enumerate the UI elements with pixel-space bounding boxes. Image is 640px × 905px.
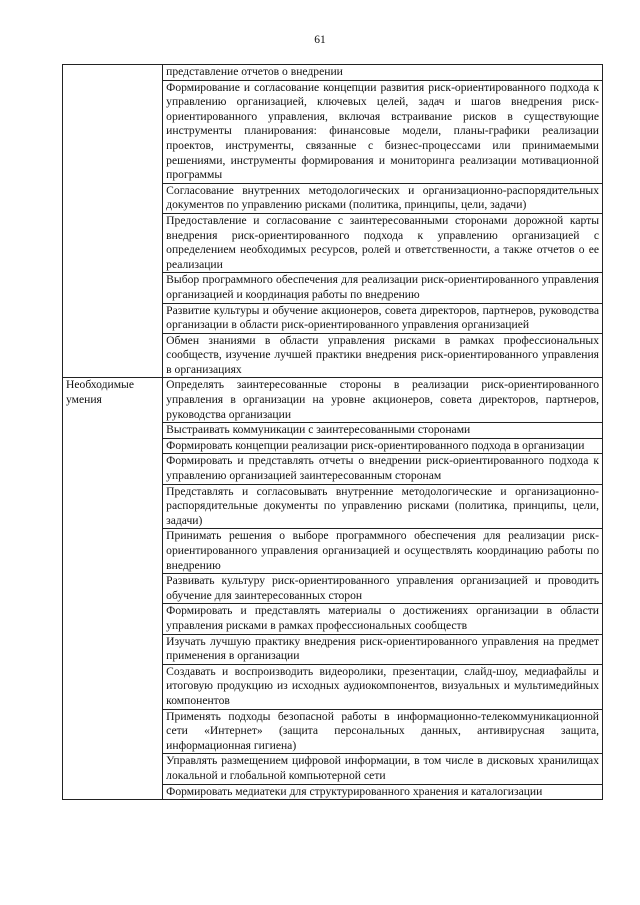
item-text-cell: Определять заинтересованные стороны в реализации риск-ориентированного управления в организации на уровне акционеров, совета директоров, партнеров, руководства организации: [163, 378, 603, 423]
item-text-cell: Выстраивать коммуникации с заинтересованными сторонами: [163, 423, 603, 439]
item-text-cell: Изучать лучшую практику внедрения риск-ориентированного управления на предмет применения в организации: [163, 634, 603, 664]
item-text-cell: Принимать решения о выборе программного обеспечения для реализации риск-ориентированного управления организацией и осуществлять координацию работы по внедрению: [163, 529, 603, 574]
item-text-cell: Формировать медиатеки для структурированного хранения и каталогизации: [163, 784, 603, 800]
page-number: 61: [314, 34, 326, 46]
item-text-cell: Применять подходы безопасной работы в информационно-телекоммуникационной сети «Интернет» (защита персональных данных, антивирусная защита, информационная гигиена): [163, 709, 603, 754]
item-text-cell: Развитие культуры и обучение акционеров, совета директоров, партнеров, руководства организации в области риск-ориентированного управления организацией: [163, 303, 603, 333]
item-text-cell: Формирование и согласование концепции развития риск-ориентированного подхода к управлению организацией, ключевых целей, задач и шагов внедрения риск-ориентированного управления, включая встраивание рисков в существующие инструменты планирования: финансовые модели, планы-графики реализации проектов, инструменты, связанные с бизнес-процессами или принимаемыми решениями, инструменты формирования и мониторинга реализации мотивационной программы: [163, 80, 603, 183]
item-text-cell: Предоставление и согласование с заинтересованными сторонами дорожной карты внедрения риск-ориентированного подхода к управлению организацией с определением необходимых ресурсов, ролей и ответственности, а также отчетов о ее реализации: [163, 213, 603, 272]
item-text-cell: представление отчетов о внедрении: [163, 65, 603, 81]
item-text-cell: Выбор программного обеспечения для реализации риск-ориентированного управления организацией и координация работы по внедрению: [163, 273, 603, 303]
section-label-cell: [63, 65, 163, 378]
item-text-cell: Обмен знаниями в области управления рисками в рамках профессиональных сообществ, изучение лучшей практики внедрения риск-ориентированного управления в организациях: [163, 333, 603, 378]
item-text-cell: Управлять размещением цифровой информации, в том числе в дисковых хранилищах локальной и глобальной компьютерной сети: [163, 754, 603, 784]
item-text-cell: Согласование внутренних методологических и организационно-распорядительных документов по управлению рисками (политика, принципы, цели, задачи): [163, 183, 603, 213]
section-label-cell: Необходимые умения: [63, 378, 163, 800]
item-text-cell: Развивать культуру риск-ориентированного управления организацией и проводить обучение для заинтересованных сторон: [163, 574, 603, 604]
table-row: [63, 65, 603, 81]
item-text-cell: Формировать концепции реализации риск-ориентированного подхода в организации: [163, 438, 603, 454]
item-text-cell: Создавать и воспроизводить видеоролики, презентации, слайд-шоу, медиафайлы и итоговую продукцию из исходных аудиокомпонентов, визуальных и мультимедийных компонентов: [163, 664, 603, 709]
item-text-cell: Представлять и согласовывать внутренние методологические и организационно-распорядительные документы по управлению рисками (политика, принципы, цели, задачи): [163, 484, 603, 529]
table-row: [63, 378, 603, 423]
item-text-cell: Формировать и представлять отчеты о внедрении риск-ориентированного подхода к управлению организацией заинтересованным сторонам: [163, 454, 603, 484]
item-text-cell: Формировать и представлять материалы о достижениях организации в области управления рисками в рамках профессиональных сообществ: [163, 604, 603, 634]
competency-table: [62, 64, 603, 800]
